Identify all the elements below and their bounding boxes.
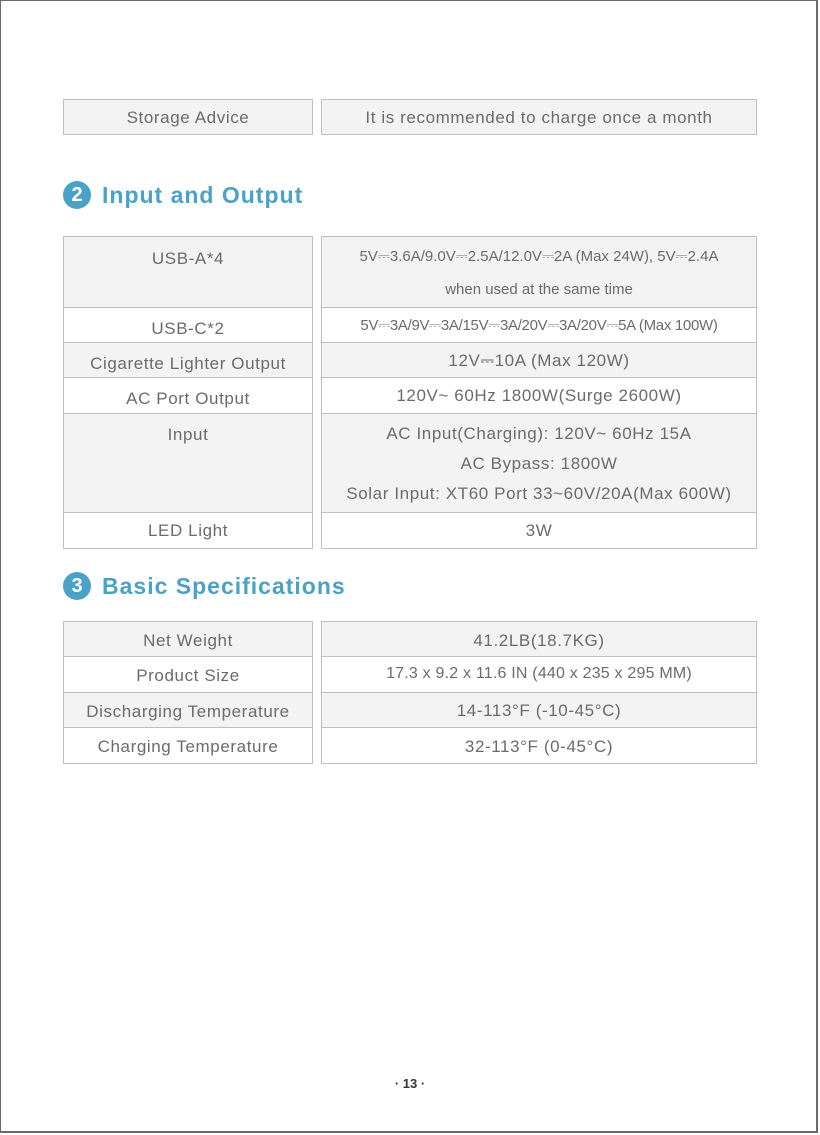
io-value-line: 120V~ 60Hz 1800W(Surge 2600W) xyxy=(396,386,682,405)
io-label-cigarette: Cigarette Lighter Output xyxy=(63,342,313,378)
spec-label-discharging-temp: Discharging Temperature xyxy=(63,692,313,728)
page-number: · 13 · xyxy=(394,1076,426,1091)
spec-label-charging-temp: Charging Temperature xyxy=(63,727,313,764)
io-value-line: 5V⎓3A/9V⎓3A/15V⎓3A/20V⎓3A/20V⎓5A (Max 100W) xyxy=(360,317,718,334)
io-label-led: LED Light xyxy=(63,512,313,549)
io-value-line: 12V⎓10A (Max 120W) xyxy=(448,351,630,370)
spec-row-product-size xyxy=(63,656,757,693)
io-value-input xyxy=(321,413,757,513)
io-row-input xyxy=(63,413,757,513)
io-label-usb-a: USB-A*4 xyxy=(63,236,313,308)
io-row-ac-output xyxy=(63,377,757,414)
io-value-ac-output xyxy=(321,377,757,414)
io-value-line: 5V⎓3.6A/9.0V⎓2.5A/12.0V⎓2A (Max 24W), 5V⎓2.4A xyxy=(359,248,719,265)
spec-label-net-weight: Net Weight xyxy=(63,621,313,657)
spec-label-product-size: Product Size xyxy=(63,656,313,693)
io-label-ac-output: AC Port Output xyxy=(63,377,313,414)
io-value-cigarette xyxy=(321,342,757,378)
spec-row-discharging-temp xyxy=(63,692,757,728)
io-row-led xyxy=(63,512,757,549)
spec-value-discharging-temp: 14-113°F (-10-45°C) xyxy=(321,692,757,728)
io-row-usb-a xyxy=(63,236,757,308)
io-value-usb-c xyxy=(321,307,757,343)
io-row-cigarette xyxy=(63,342,757,378)
storage-advice-value: It is recommended to charge once a month xyxy=(321,99,757,135)
io-value-led xyxy=(321,512,757,549)
io-value-line: AC Bypass: 1800W xyxy=(460,454,618,473)
section-number-badge: 2 xyxy=(63,181,91,209)
io-value-line: AC Input(Charging): 120V~ 60Hz 15A xyxy=(386,424,692,443)
section-heading-basic-specs xyxy=(63,572,346,600)
storage-advice-label: Storage Advice xyxy=(63,99,313,135)
io-label-usb-c: USB-C*2 xyxy=(63,307,313,343)
io-value-usb-a xyxy=(321,236,757,308)
section-title: Input and Output xyxy=(102,181,304,208)
io-label-input: Input xyxy=(63,413,313,513)
spec-row-charging-temp xyxy=(63,727,757,764)
spec-value-product-size: 17.3 x 9.2 x 11.6 IN (440 x 235 x 295 MM) xyxy=(321,656,757,693)
io-value-line: 3W xyxy=(525,521,553,540)
spec-value-net-weight: 41.2LB(18.7KG) xyxy=(321,621,757,657)
storage-advice-row xyxy=(63,99,757,135)
io-value-line: when used at the same time xyxy=(445,281,633,298)
section-title: Basic Specifications xyxy=(102,572,346,599)
spec-row-net-weight xyxy=(63,621,757,657)
spec-value-charging-temp: 32-113°F (0-45°C) xyxy=(321,727,757,764)
io-row-usb-c xyxy=(63,307,757,343)
section-number-badge: 3 xyxy=(63,572,91,600)
section-heading-input-output xyxy=(63,181,303,209)
io-value-line: Solar Input: XT60 Port 33~60V/20A(Max 600W) xyxy=(346,484,732,503)
